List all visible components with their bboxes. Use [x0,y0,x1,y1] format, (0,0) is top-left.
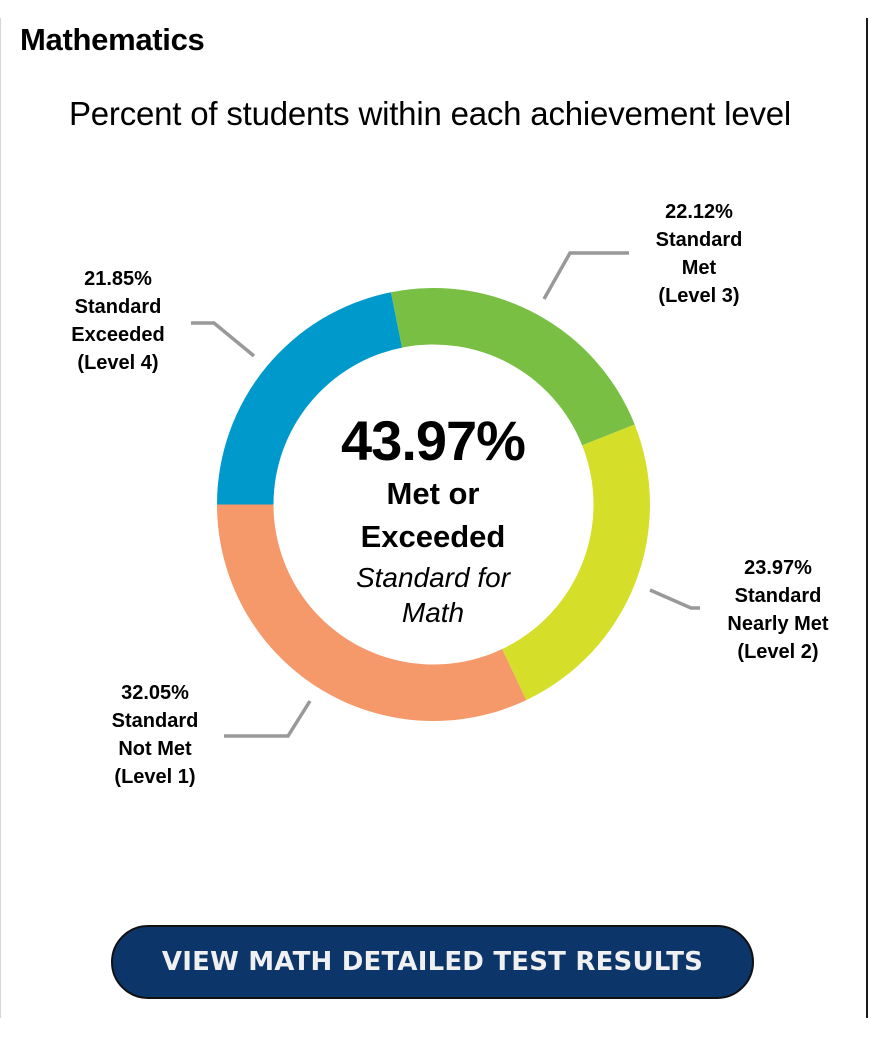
label-level4-line1: Standard [74,296,162,318]
connector-level2 [650,590,700,608]
view-math-detailed-results-button[interactable]: VIEW MATH DETAILED TEST RESULTS [111,925,754,999]
label-level2-line1: Standard [734,585,822,607]
label-level1-line2: Not Met [118,738,192,760]
center-label-line2: Exceeded [360,519,506,554]
center-label-line3: Standard for [355,562,511,593]
label-level4-line3: (Level 4) [77,352,159,374]
label-level4-pct: 21.85% [84,268,152,290]
connector-level4 [191,323,254,356]
label-level2 [698,554,858,666]
label-level1-line3: (Level 1) [114,766,196,788]
label-level4 [38,265,198,377]
center-label-line4: Math [401,597,465,628]
center-label-line1: Met or [386,476,480,511]
label-level3-line2: Met [681,257,717,279]
label-level2-line2: Nearly Met [727,613,829,635]
label-level2-pct: 23.97% [744,557,812,579]
label-level3-line3: (Level 3) [658,285,740,307]
label-level4-line2: Exceeded [71,324,165,346]
connector-level1 [224,701,310,736]
label-level3 [619,198,779,310]
label-level1-line1: Standard [111,710,199,732]
connector-level3 [544,253,629,299]
label-level2-line3: (Level 2) [737,641,819,663]
label-level1 [75,679,235,791]
label-level3-line1: Standard [655,229,743,251]
section-title: Mathematics [20,22,205,57]
label-level1-pct: 32.05% [121,682,189,704]
label-level3-pct: 22.12% [665,201,733,223]
met-or-exceeded-percent: 43.97% [341,409,525,472]
chart-title: Percent of students within each achievement level [68,95,792,132]
